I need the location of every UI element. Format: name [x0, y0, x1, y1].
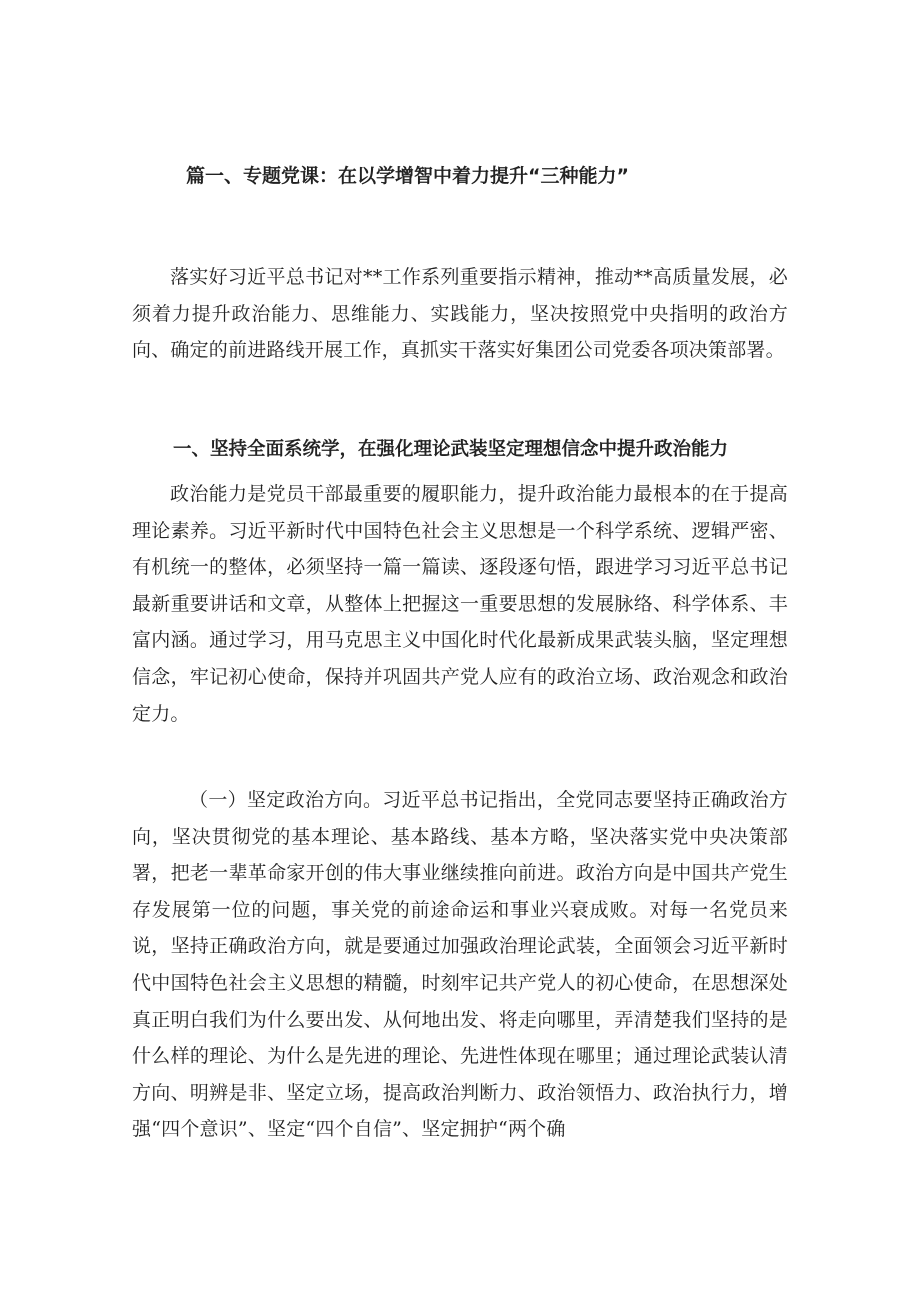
document-title: 篇一、专题党课：在以学增智中着力提升“三种能力” — [186, 165, 629, 187]
section-heading: 一、坚持全面系统学，在强化理论武装坚定理想信念中提升政治能力 — [173, 439, 729, 460]
intro-paragraph: 落实好习近平总书记对**工作系列重要指示精神，推动**高质量发展，必须着力提升政治能力、思维能力、实践能力，坚决按照党中央指明的政治方向、确定的前进路线开展工作，真抓实干落实好集团公司党委各项决策部署。 — [132, 266, 788, 362]
body-paragraph: 政治能力是党员干部最重要的履职能力，提升政治能力最根本的在于提高理论素养。习近平新时代中国特色社会主义思想是一个科学系统、逻辑严密、有机统一的整体，必须坚持一篇一篇读、逐段逐句悟，跟进学习习近平总书记最新重要讲话和文章，从整体上把握这一重要思想的发展脉络、科学体系、丰富内涵。通过学习，用马克思主义中国化时代化最新成果武装头脑，坚定理想信念，牢记初心使命，保持并巩固共产党人应有的政治立场、政治观念和政治定力。 — [132, 483, 788, 725]
body-paragraph: （一）坚定政治方向。习近平总书记指出，全党同志要坚持正确政治方向，坚决贯彻党的基本理论、基本路线、基本方略，坚决落实党中央决策部署，把老一辈革命家开创的伟大事业继续推向前进。政治方向是中国共产党生存发展第一位的问题，事关党的前途命运和事业兴衰成败。对每一名党员来说，坚持正确政治方向，就是要通过加强政治理论武装，全面领会习近平新时代中国特色社会主义思想的精髓，时刻牢记共产党人的初心使命，在思想深处真正明白我们为什么要出发、从何地出发、将走向哪里，弄清楚我们坚持的是什么样的理论、为什么是先进的理论、先进性体现在哪里；通过理论武装认清方向、明辨是非、坚定立场，提高政治判断力、政治领悟力、政治执行力，增强“四个意识”、坚定“四个自信”、坚定拥护“两个确 — [132, 789, 788, 1141]
